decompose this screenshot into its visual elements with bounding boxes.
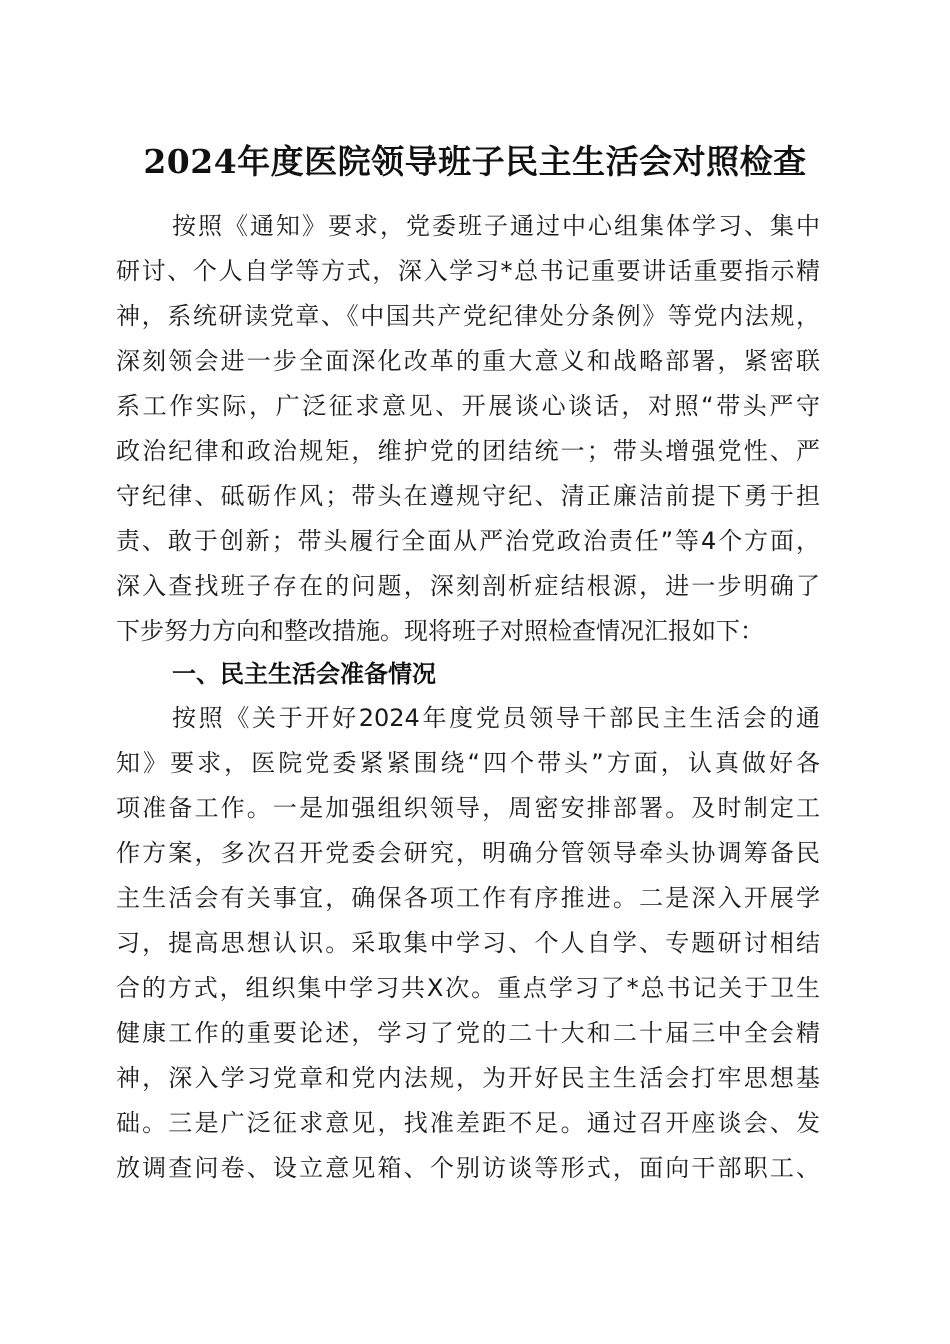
- text-line: 责、敢于创新；带头履行全面从严治党政治责任”等4个方面，: [116, 527, 820, 555]
- text-line: 习，提高思想认识。采取集中学习、个人自学、专题研讨相结: [116, 929, 820, 957]
- text-line: 知》要求，医院党委紧紧围绕“四个带头”方面，认真做好各: [116, 749, 820, 777]
- section-heading: 一、民主生活会准备情况: [172, 660, 436, 688]
- text-line: 深刻领会进一步全面深化改革的重大意义和战略部署，紧密联: [116, 347, 820, 375]
- text-line: 主生活会有关事宜，确保各项工作有序推进。二是深入开展学: [116, 884, 820, 912]
- text-line: 按照《通知》要求，党委班子通过中心组集体学习、集中: [172, 212, 820, 240]
- text-line: 础。三是广泛征求意见，找准差距不足。通过召开座谈会、发: [116, 1109, 820, 1137]
- text-line: 深入查找班子存在的问题，深刻剖析症结根源，进一步明确了: [116, 572, 820, 600]
- text-line: 按照《关于开好2024年度党员领导干部民主生活会的通: [172, 704, 820, 732]
- text-line: 健康工作的重要论述，学习了党的二十大和二十届三中全会精: [116, 1019, 820, 1047]
- text-line: 守纪律、砥砺作风；带头在遵规守纪、清正廉洁前提下勇于担: [116, 482, 820, 510]
- text-line: 放调查问卷、设立意见箱、个别访谈等形式，面向干部职工、: [116, 1154, 820, 1182]
- text-line: 神，深入学习党章和党内法规，为开好民主生活会打牢思想基: [116, 1064, 820, 1092]
- text-line: 系工作实际，广泛征求意见、开展谈心谈话，对照“带头严守: [116, 392, 820, 420]
- text-line: 下步努力方向和整改措施。现将班子对照检查情况汇报如下：: [116, 617, 764, 645]
- text-line: 作方案，多次召开党委会研究，明确分管领导牵头协调筹备民: [116, 839, 820, 867]
- text-line: 研讨、个人自学等方式，深入学习*总书记重要讲话重要指示精: [116, 257, 820, 285]
- text-line: 合的方式，组织集中学习共X次。重点学习了*总书记关于卫生: [116, 974, 820, 1002]
- text-line: 政治纪律和政治规矩，维护党的团结统一；带头增强党性、严: [116, 437, 820, 465]
- text-line: 神，系统研读党章、《中国共产党纪律处分条例》等党内法规，: [116, 302, 820, 330]
- text-line: 项准备工作。一是加强组织领导，周密安排部署。及时制定工: [116, 794, 820, 822]
- page-title: 2024年度医院领导班子民主生活会对照检查: [143, 142, 807, 181]
